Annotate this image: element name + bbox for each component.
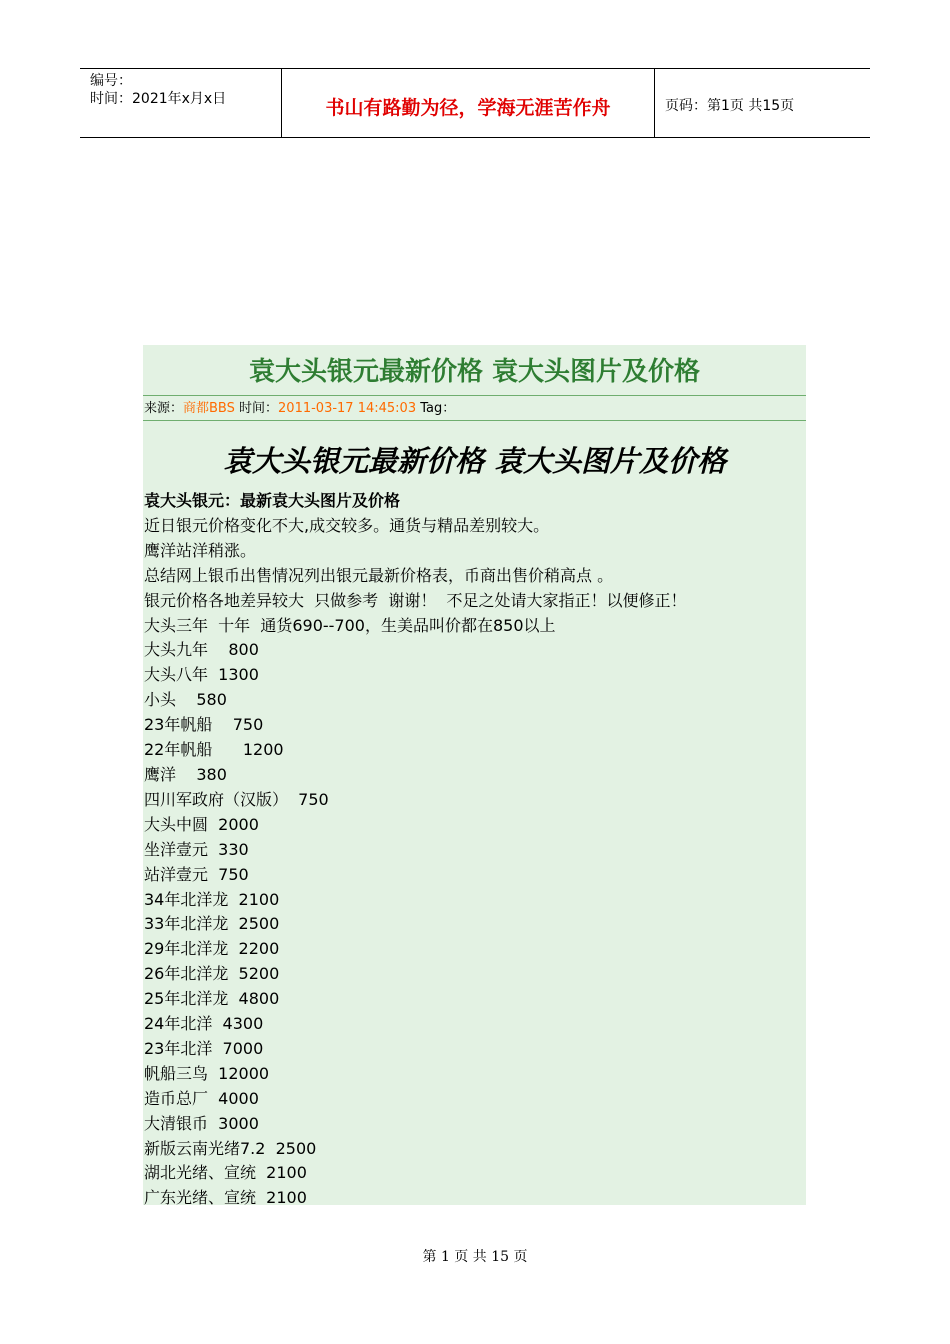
article-line: 22年帆船 1200 bbox=[144, 740, 284, 760]
article-subheading: 袁大头银元：最新袁大头图片及价格 bbox=[144, 491, 401, 510]
article-line: 大头三年 十年 通货690--700，生美品叫价都在850以上 bbox=[144, 615, 556, 635]
article-line: 造币总厂 4000 bbox=[144, 1088, 259, 1108]
article-line: 23年北洋 7000 bbox=[144, 1038, 264, 1058]
header-page-cell bbox=[655, 69, 870, 137]
source-label: 来源： bbox=[144, 401, 184, 416]
article-line: 鹰洋 380 bbox=[144, 764, 227, 784]
page-info: 页码：第1页 共15页 bbox=[665, 98, 795, 114]
number-label: 编号： bbox=[90, 73, 132, 89]
article-line: 26年北洋龙 5200 bbox=[144, 964, 280, 984]
article-line: 25年北洋龙 4800 bbox=[144, 989, 280, 1009]
date-label: 时间：2021年x月x日 bbox=[90, 91, 227, 107]
time-label: 时间： bbox=[234, 401, 279, 416]
page-footer: 第 1 页 共 15 页 bbox=[422, 1249, 528, 1265]
article-line: 23年帆船 750 bbox=[144, 715, 264, 735]
article-line: 帆船三鸟 12000 bbox=[144, 1063, 270, 1083]
article-line: 站洋壹元 750 bbox=[144, 864, 249, 884]
article-line: 鹰洋站洋稍涨。 bbox=[144, 540, 257, 560]
article-line: 33年北洋龙 2500 bbox=[144, 914, 280, 934]
article-line: 大头九年 800 bbox=[144, 640, 259, 660]
time-value: 2011-03-17 14:45:03 bbox=[278, 401, 417, 416]
article-line: 坐洋壹元 330 bbox=[144, 839, 249, 859]
article-box bbox=[143, 345, 806, 1208]
article-line: 大头八年 1300 bbox=[144, 665, 259, 685]
header-motto-cell bbox=[282, 69, 655, 137]
article-line: 大头中圆 2000 bbox=[144, 814, 259, 834]
article-body bbox=[143, 489, 806, 1211]
article-title: 袁大头银元最新价格 袁大头图片及价格 bbox=[143, 345, 806, 396]
article-line: 总结网上银币出售情况列出银元最新价格表，币商出售价稍高点 。 bbox=[144, 565, 614, 585]
article-line: 四川军政府（汉版） 750 bbox=[144, 789, 329, 809]
header-meta-cell bbox=[80, 69, 282, 137]
article-source-bar bbox=[143, 396, 806, 421]
article-line: 29年北洋龙 2200 bbox=[144, 939, 280, 959]
tag-label: Tag： bbox=[416, 401, 456, 416]
article-line: 广东光绪、宣统 2100 bbox=[144, 1188, 307, 1208]
article-line: 大清银币 3000 bbox=[144, 1113, 259, 1133]
article-heading: 袁大头银元最新价格 袁大头图片及价格 bbox=[222, 444, 727, 478]
article-line: 34年北洋龙 2100 bbox=[144, 889, 280, 909]
motto: 书山有路勤为径，学海无涯苦作舟 bbox=[325, 97, 611, 119]
document-header bbox=[80, 68, 870, 138]
article-line: 小头 580 bbox=[144, 690, 227, 710]
source-link[interactable]: 商都BBS bbox=[183, 401, 235, 416]
article-line: 银元价格各地差异较大 只做参考 谢谢！ 不足之处请大家指正！以便修正！ bbox=[144, 590, 687, 610]
article-line: 湖北光绪、宣统 2100 bbox=[144, 1163, 307, 1183]
article-line: 新版云南光绪7.2 2500 bbox=[144, 1138, 317, 1158]
article-line: 24年北洋 4300 bbox=[144, 1014, 264, 1034]
article-line: 近日银元价格变化不大,成交较多。通货与精品差别较大。 bbox=[144, 515, 550, 535]
